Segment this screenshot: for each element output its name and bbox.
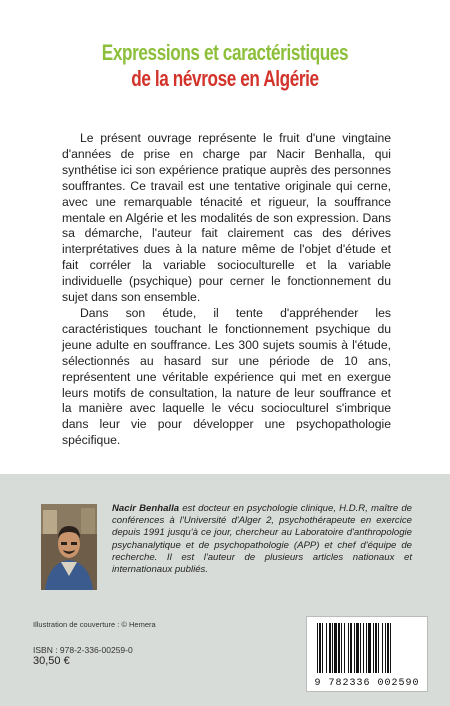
barcode bbox=[306, 616, 428, 692]
author-bio bbox=[112, 503, 412, 576]
isbn: ISBN : 978-2-336-00259-0 bbox=[33, 645, 133, 655]
author-photo bbox=[41, 504, 97, 590]
blurb bbox=[62, 131, 391, 449]
book-title bbox=[50, 40, 401, 92]
author-portrait-image bbox=[41, 504, 97, 590]
barcode-bars bbox=[307, 617, 427, 677]
blurb-paragraph: Dans son étude, il tente d'appréhender les caractéristiques touchant le fonctionnement psychique du jeune adulte en souffrance. Les 300 sujets soumis à l'étude, sélectionnés au hasard sur une période de 10 ans, représentent une véritable expérience qui met en exergue leurs motifs de consultation, la nature de leur souffrance et la manière avec laquelle le vécu socioculturel s'imbrique dans leur vie pour développer une psychopathologie spécifique. bbox=[62, 305, 391, 448]
blurb-paragraph: Le présent ouvrage représente le fruit d'une vingtaine d'années de prise en charge par Nacir Benhalla, qui synthétise ici son expérience pratique auprès des personnes souffrantes. Ce travail est une tentative originale qui cerne, avec une remarquable ténacité et rigueur, la souffrance mentale en Algérie et les modalités de son expression. Dans sa démarche, l'auteur fait clairement cas des dérives interprétatives dues à la nature même de l'objet d'étude et fait corréler la variable socioculturelle et la variable individuelle (psychique) pour cerner le fonctionnement du sujet dans son ensemble. bbox=[62, 131, 391, 305]
price: 30,50 € bbox=[33, 655, 70, 667]
cover-credit: Illustration de couverture : © Hemera bbox=[33, 620, 156, 629]
author-name: Nacir Benhalla bbox=[112, 503, 180, 514]
title-line-1: Expressions et caractéristiques bbox=[101, 40, 349, 65]
barcode-number: 9 782336 002590 bbox=[314, 678, 420, 689]
author-bio-text: est docteur en psychologie clinique, H.D.R, maître de conférences à l'Université d'Alger 2, psychothérapeute en exercice depuis 1991 jusqu'à ce jour, chercheur au Laboratoire d'anthropologie psychanalytique et de psychopathologie (APP) et chef d'équipe de recherche. Il est l'auteur de plusieurs articles nationaux et internationaux publiés. bbox=[112, 503, 412, 576]
title-line-2: de la névrose en Algérie bbox=[131, 66, 319, 91]
